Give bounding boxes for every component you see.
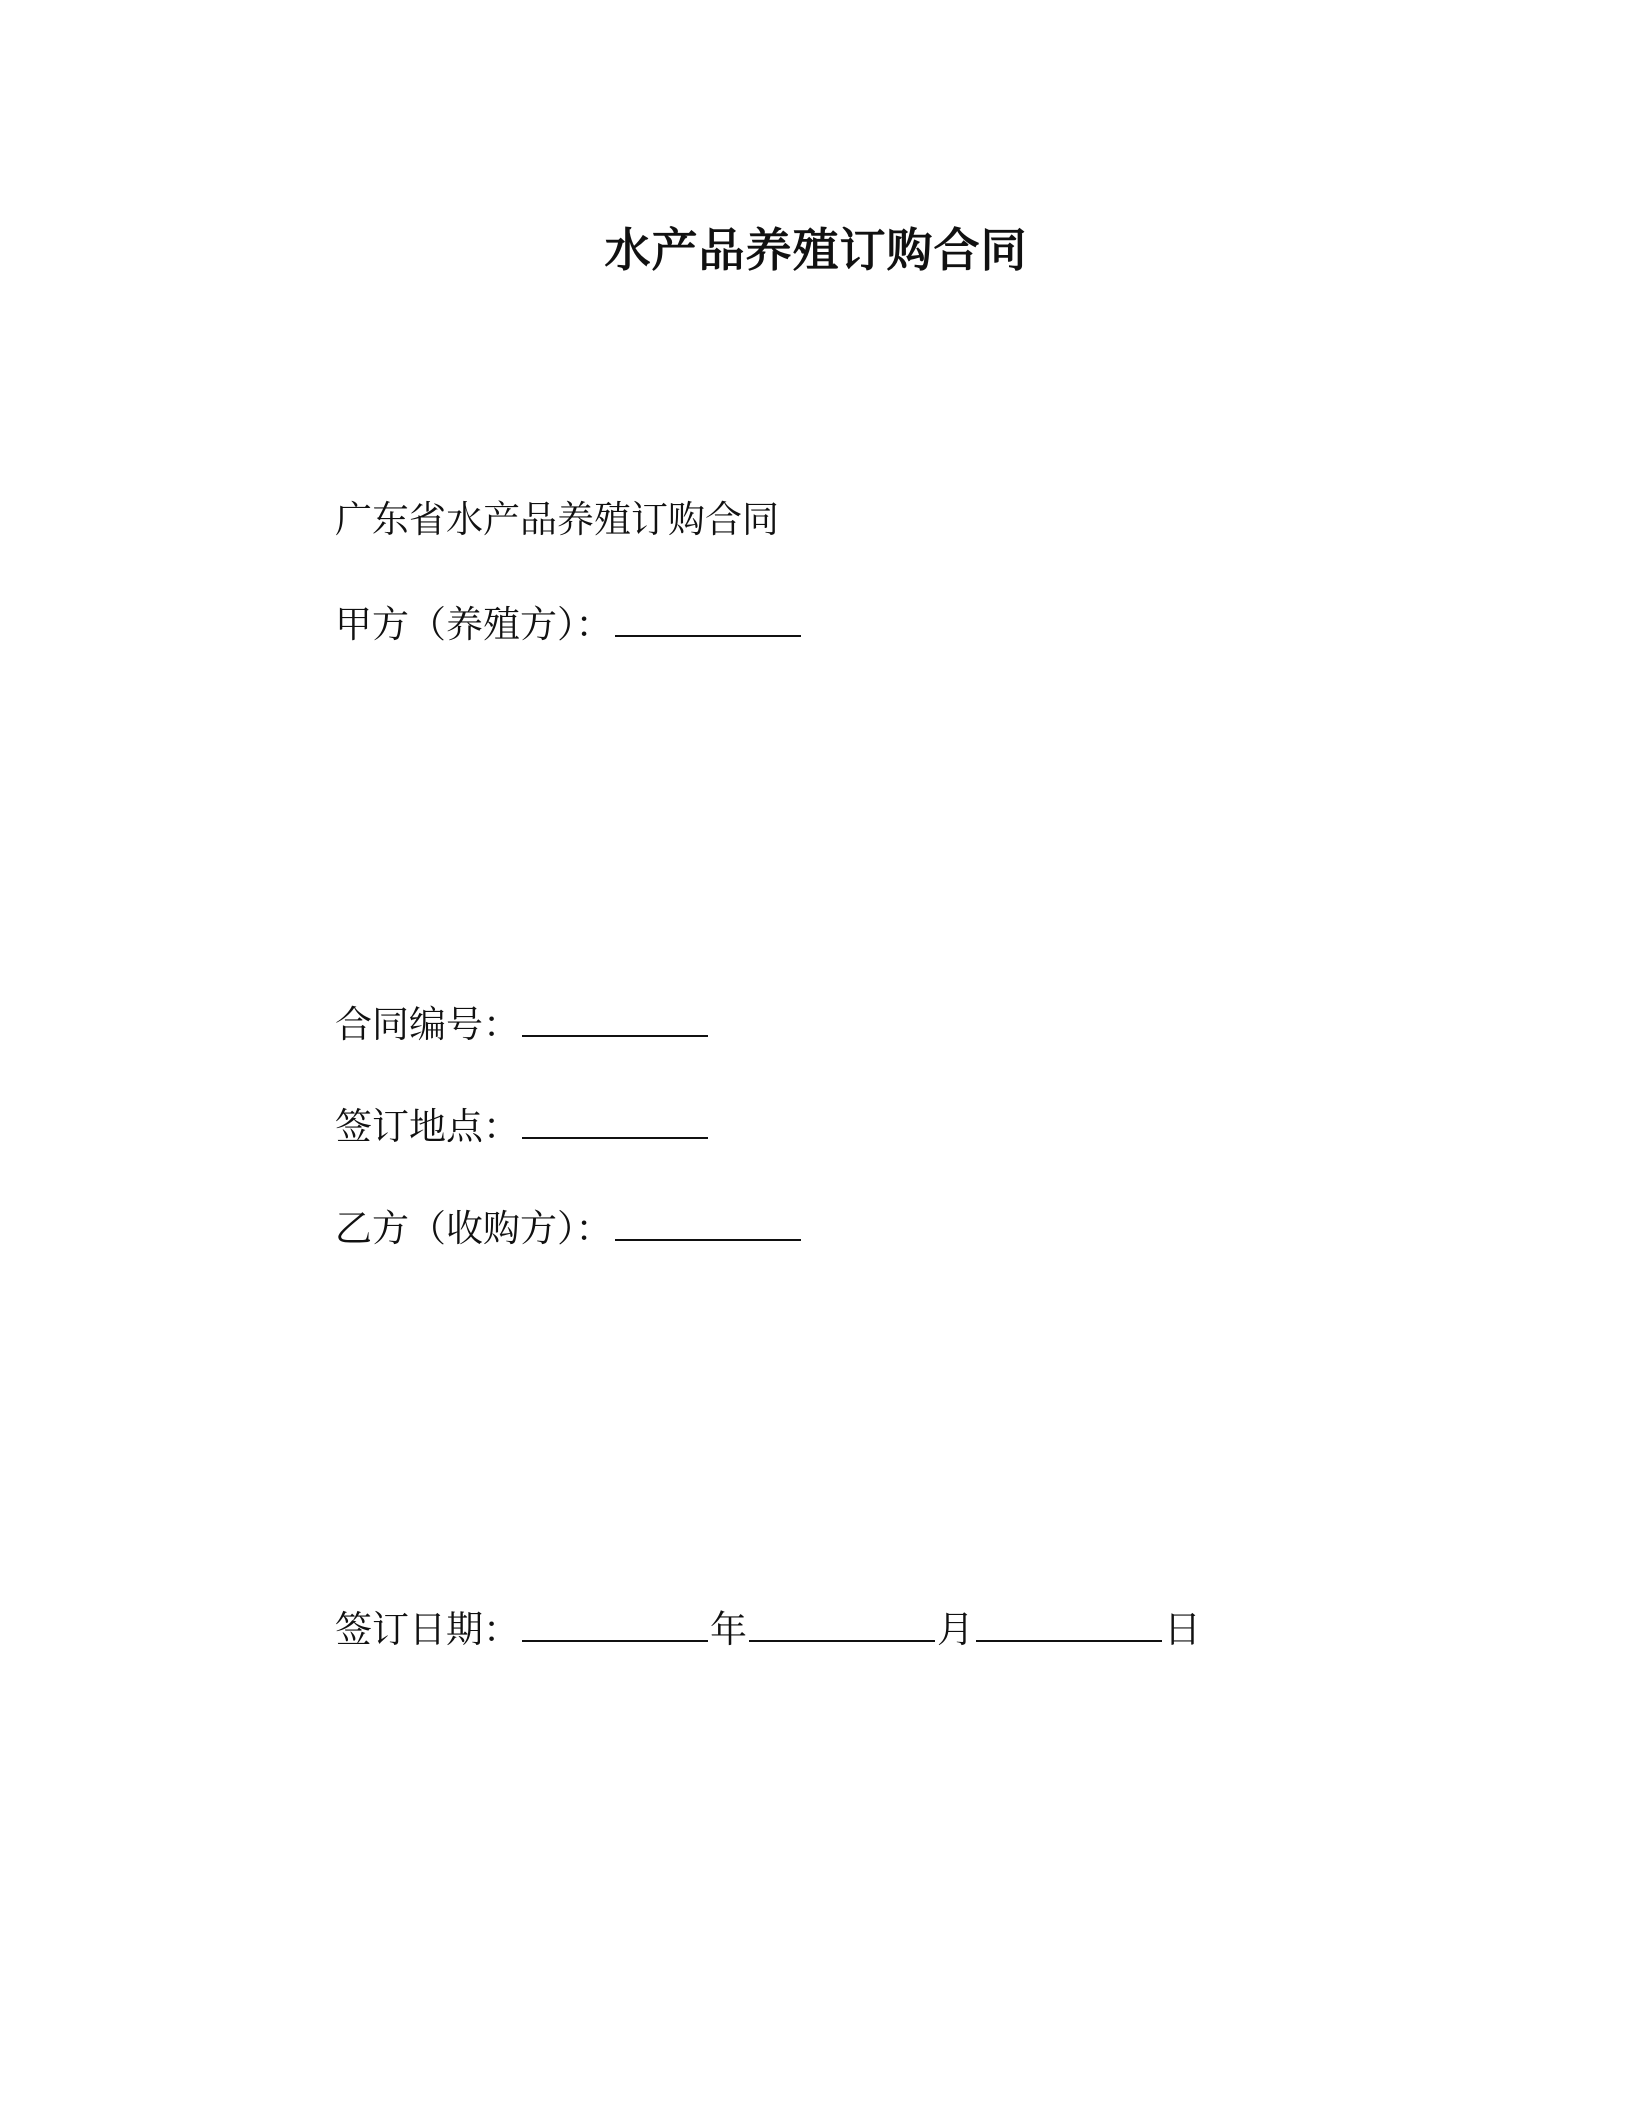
month-label: 月: [937, 1608, 974, 1651]
party-a-blank: [615, 607, 801, 637]
party-a-label: 甲方（养殖方）：: [335, 603, 613, 646]
signing-place-row: [335, 1102, 710, 1152]
party-b-label: 乙方（收购方）：: [335, 1207, 613, 1250]
document-subtitle: 广东省水产品养殖订购合同: [335, 498, 779, 541]
contract-number-row: [335, 1000, 710, 1050]
contract-number-blank: [522, 1007, 708, 1037]
signing-date-label: 签订日期：: [335, 1608, 520, 1651]
day-label: 日: [1164, 1608, 1201, 1651]
contract-number-label: 合同编号：: [335, 1003, 520, 1046]
signing-place-blank: [522, 1109, 708, 1139]
signing-date-row: [335, 1605, 1201, 1655]
signing-place-label: 签订地点：: [335, 1105, 520, 1148]
document-title: 水产品养殖订购合同: [604, 223, 1028, 277]
party-b-blank: [615, 1211, 801, 1241]
month-blank: [749, 1612, 935, 1642]
day-blank: [976, 1612, 1162, 1642]
year-blank: [522, 1612, 708, 1642]
party-a-row: [335, 600, 803, 650]
party-b-row: [335, 1204, 803, 1254]
year-label: 年: [710, 1608, 747, 1651]
